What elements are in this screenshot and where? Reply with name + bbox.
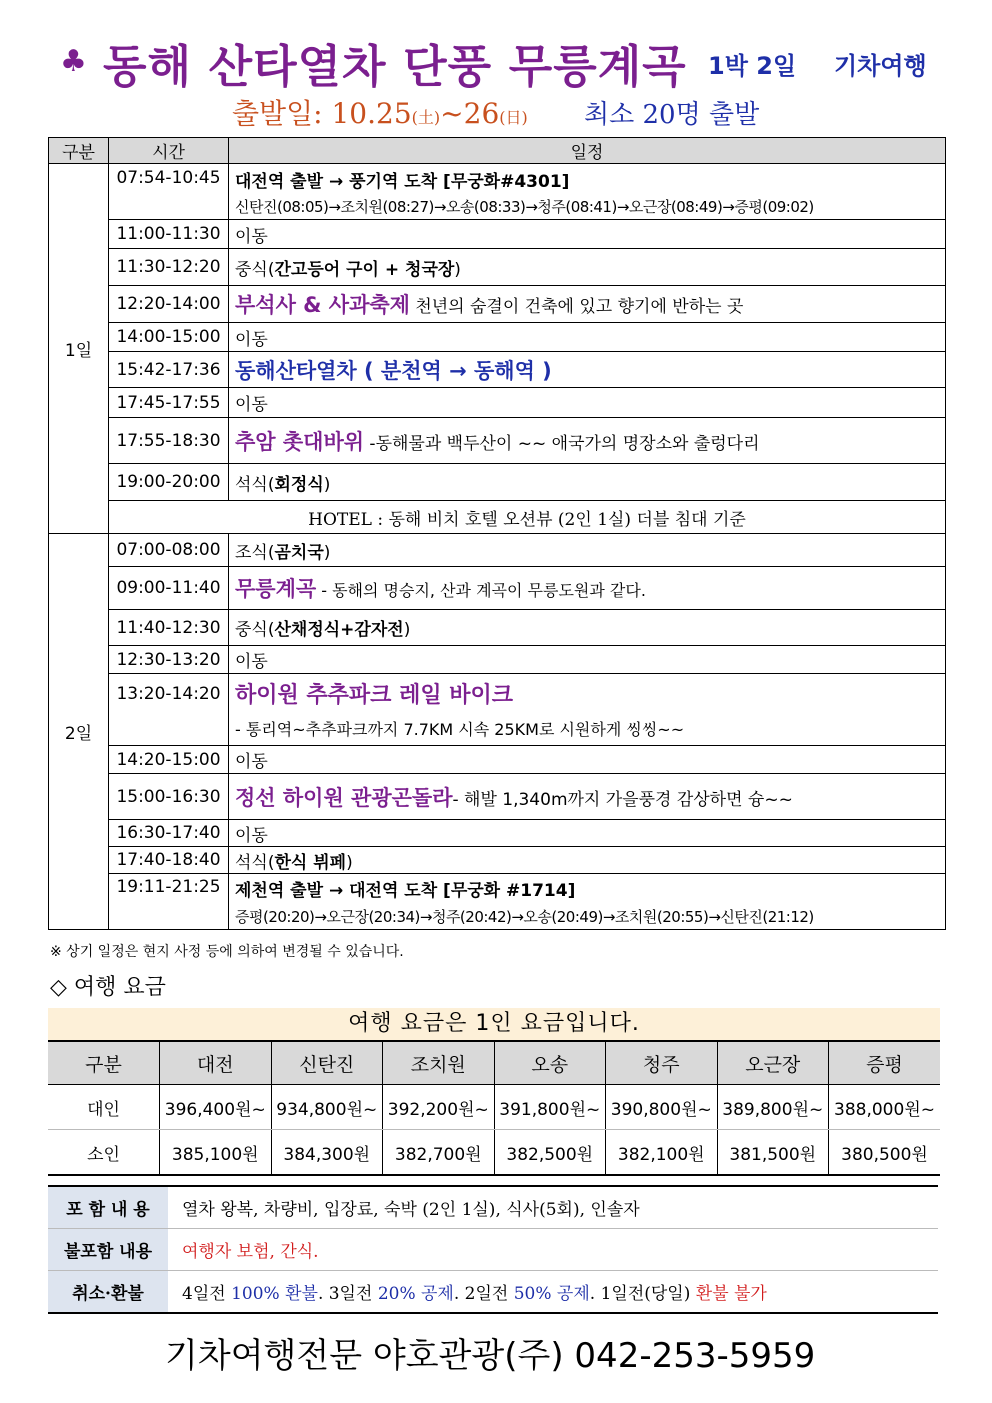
description-text: - 동해의 명승지, 산과 계곡이 무릉도원과 같다. xyxy=(316,581,646,600)
highlight-text: 정선 하이원 관광곤돌라 xyxy=(235,785,453,810)
time-cell: 15:00-16:30 xyxy=(109,774,229,820)
departure-label: 출발일: xyxy=(232,97,323,130)
schedule-header-row xyxy=(49,138,946,164)
meal-suffix: ) xyxy=(346,852,353,873)
cancel-policy: 20% 공제 xyxy=(377,1284,454,1304)
info-table xyxy=(48,1185,938,1314)
table-row xyxy=(49,610,946,646)
itinerary-cell: 이동 xyxy=(229,388,946,418)
meal-suffix: ) xyxy=(454,259,461,280)
highlight-text: 추암 촛대바위 xyxy=(235,429,365,454)
fee-col-station: 조치원 xyxy=(383,1041,495,1085)
fee-table xyxy=(48,1040,940,1176)
title-row xyxy=(0,28,992,93)
itinerary-cell: 이동 xyxy=(229,323,946,352)
fee-cell: 388,000원~ xyxy=(829,1085,941,1130)
fee-col-station: 청주 xyxy=(606,1041,718,1085)
table-row xyxy=(49,746,946,774)
table-row xyxy=(49,220,946,249)
time-cell: 16:30-17:40 xyxy=(109,820,229,847)
table-row xyxy=(49,286,946,323)
time-cell: 19:11-21:25 xyxy=(109,874,229,930)
itinerary-cell xyxy=(229,847,946,874)
departure-end: 26 xyxy=(463,97,500,130)
hotel-row xyxy=(49,501,946,534)
included-label: 포 함 내 용 xyxy=(48,1186,168,1229)
table-row xyxy=(49,164,946,220)
excluded-value: 여행자 보험, 간식. xyxy=(168,1229,938,1271)
fee-row-adult xyxy=(48,1085,940,1130)
fee-cell: 381,500원 xyxy=(717,1130,829,1176)
time-cell: 14:00-15:00 xyxy=(109,323,229,352)
fee-col-station: 증평 xyxy=(829,1041,941,1085)
col-itinerary: 일정 xyxy=(229,138,946,164)
itinerary-cell xyxy=(229,774,946,820)
fee-col-station: 오송 xyxy=(494,1041,606,1085)
itinerary-cell xyxy=(229,610,946,646)
meal-name: 회정식 xyxy=(274,474,324,495)
cancel-text: . 1일전(당일) xyxy=(589,1284,696,1304)
schedule-note: ※ 상기 일정은 현지 사정 등에 의하여 변경될 수 있습니다. xyxy=(50,944,404,960)
highlight-text: 무릉계곡 xyxy=(235,577,317,601)
departure-date xyxy=(232,92,528,132)
excluded-label: 불포함 내용 xyxy=(48,1229,168,1271)
trip-type: 기차여행 xyxy=(834,52,927,80)
itinerary-cell xyxy=(229,418,946,464)
meal-suffix: ) xyxy=(323,474,331,495)
fee-cell: 384,300원 xyxy=(271,1130,383,1176)
time-cell: 17:45-17:55 xyxy=(109,388,229,418)
cancel-text: . 2일전 xyxy=(453,1284,514,1304)
departure-end-day: (日) xyxy=(499,108,528,127)
fee-cell: 대인 xyxy=(48,1085,160,1130)
cancel-policy: 50% 공제 xyxy=(513,1284,590,1304)
time-cell: 13:20-14:20 xyxy=(109,674,229,746)
itinerary-cell xyxy=(229,286,946,323)
fee-col-station: 오근장 xyxy=(717,1041,829,1085)
col-time: 시간 xyxy=(109,138,229,164)
itinerary-sub: 신탄진(08:05)→조치원(08:27)→오송(08:33)→청주(08:41)→오근장(08:49)→증평(09:02) xyxy=(235,198,814,216)
time-cell: 19:00-20:00 xyxy=(109,464,229,501)
itinerary-cell xyxy=(229,674,946,746)
fee-banner: 여행 요금은 1인 요금입니다. xyxy=(48,1008,940,1040)
day1-label: 1일 xyxy=(49,164,109,534)
cancel-policy: 환불 불가 xyxy=(695,1284,767,1304)
meal-prefix: 석식( xyxy=(235,852,275,873)
table-row xyxy=(49,874,946,930)
meal-prefix: 조식( xyxy=(235,542,275,563)
fee-cell: 소인 xyxy=(48,1130,160,1176)
time-cell: 07:54-10:45 xyxy=(109,164,229,220)
time-cell: 17:55-18:30 xyxy=(109,418,229,464)
description-text: - 해발 1,340m까지 가을풍경 감상하면 슝~~ xyxy=(452,789,793,810)
meal-prefix: 중식( xyxy=(235,259,275,280)
fee-cell: 396,400원~ xyxy=(160,1085,272,1130)
fee-cell: 382,700원 xyxy=(383,1130,495,1176)
table-row xyxy=(49,674,946,746)
itinerary-cell xyxy=(229,567,946,610)
cancel-policy: 100% 환불 xyxy=(231,1284,318,1304)
fee-cell: 382,100원 xyxy=(606,1130,718,1176)
highlight-text: 부석사 & 사과축제 xyxy=(235,293,410,317)
included-row xyxy=(48,1186,938,1229)
time-cell: 07:00-08:00 xyxy=(109,534,229,567)
meal-name: 한식 뷔페 xyxy=(274,852,347,873)
club-icon: ♣ xyxy=(60,44,87,79)
itinerary-cell xyxy=(229,874,946,930)
table-row xyxy=(49,646,946,674)
fee-cell: 392,200원~ xyxy=(383,1085,495,1130)
itinerary-cell: 이동 xyxy=(229,746,946,774)
fee-header-row xyxy=(48,1041,940,1085)
table-row xyxy=(49,774,946,820)
fee-heading: ◇ 여행 요금 xyxy=(50,975,166,1000)
itinerary-sub: 증평(20:20)→오근장(20:34)→청주(20:42)→오송(20:49)→조치원(20:55)→신탄진(21:12) xyxy=(235,908,814,926)
itinerary-main: 제천역 출발 → 대전역 도착 [무궁화 #1714] xyxy=(235,881,576,901)
table-row xyxy=(49,820,946,847)
meal-name: 곰치국 xyxy=(274,542,324,563)
meal-prefix: 중식( xyxy=(235,620,275,640)
highlight-text: 하이원 추추파크 레일 바이크 xyxy=(235,683,514,708)
fee-cell: 390,800원~ xyxy=(606,1085,718,1130)
description-text: 천년의 숨결이 건축에 있고 향기에 반하는 곳 xyxy=(409,297,744,317)
table-row xyxy=(49,847,946,874)
itinerary-cell: 이동 xyxy=(229,220,946,249)
fee-cell: 382,500원 xyxy=(494,1130,606,1176)
cancel-value xyxy=(168,1271,938,1314)
table-row xyxy=(49,388,946,418)
description-text: -동해물과 백두산이 ~~ 애국가의 명장소와 출렁다리 xyxy=(364,433,760,454)
cancel-text: . 3일전 xyxy=(317,1284,378,1304)
time-cell: 09:00-11:40 xyxy=(109,567,229,610)
itinerary-cell xyxy=(229,534,946,567)
time-cell: 12:30-13:20 xyxy=(109,646,229,674)
excluded-row xyxy=(48,1229,938,1271)
fee-row-child xyxy=(48,1130,940,1176)
departure-start-day: (土) xyxy=(411,108,441,127)
hotel-info: HOTEL : 동해 비치 호텔 오션뷰 (2인 1실) 더블 침대 기준 xyxy=(109,501,946,534)
cancel-label: 취소·환불 xyxy=(48,1271,168,1314)
company-footer: 기차여행전문 야호관광(주) 042-253-5959 xyxy=(165,1336,816,1376)
fee-cell: 385,100원 xyxy=(160,1130,272,1176)
fee-col-category: 구분 xyxy=(48,1041,160,1085)
departure-tilde: ~ xyxy=(440,97,464,130)
departure-row xyxy=(0,92,992,132)
table-row xyxy=(49,534,946,567)
day2-label: 2일 xyxy=(49,534,109,930)
fee-col-station: 신탄진 xyxy=(271,1041,383,1085)
departure-start: 10.25 xyxy=(331,97,412,130)
time-cell: 14:20-15:00 xyxy=(109,746,229,774)
table-row xyxy=(49,249,946,286)
table-row xyxy=(49,567,946,610)
fee-cell: 380,500원 xyxy=(829,1130,941,1176)
fee-col-station: 대전 xyxy=(160,1041,272,1085)
meal-name: 간고등어 구이 + 청국장 xyxy=(274,259,455,280)
trip-duration: 1박 2일 xyxy=(708,52,797,80)
time-cell: 12:20-14:00 xyxy=(109,286,229,323)
time-cell: 11:40-12:30 xyxy=(109,610,229,646)
table-row xyxy=(49,464,946,501)
itinerary-cell xyxy=(229,249,946,286)
time-cell: 11:00-11:30 xyxy=(109,220,229,249)
time-cell: 15:42-17:36 xyxy=(109,352,229,388)
highlight-text: 동해산타열차 ( 분천역 → 동해역 ) xyxy=(235,358,552,383)
time-cell: 17:40-18:40 xyxy=(109,847,229,874)
table-row xyxy=(49,352,946,388)
itinerary-cell xyxy=(229,464,946,501)
fee-cell: 391,800원~ xyxy=(494,1085,606,1130)
itinerary-main: 대전역 출발 → 풍기역 도착 [무궁화#4301] xyxy=(235,172,570,192)
included-value: 열차 왕복, 차량비, 입장료, 숙박 (2인 1실), 식사(5회), 인솔자 xyxy=(168,1186,938,1229)
itinerary-cell: 이동 xyxy=(229,820,946,847)
col-category: 구분 xyxy=(49,138,109,164)
table-row xyxy=(49,323,946,352)
itinerary-cell xyxy=(229,164,946,220)
page-title: 동해 산타열차 단풍 무릉계곡 xyxy=(103,40,687,93)
cancel-text: 4일전 xyxy=(182,1284,232,1304)
itinerary-cell: 이동 xyxy=(229,646,946,674)
meal-suffix: ) xyxy=(403,620,411,640)
meal-suffix: ) xyxy=(323,542,331,563)
meal-name: 산채정식+감자전 xyxy=(274,620,404,640)
min-people: 최소 20명 출발 xyxy=(584,100,760,130)
table-row xyxy=(49,418,946,464)
fee-cell: 389,800원~ xyxy=(717,1085,829,1130)
schedule-table xyxy=(48,137,946,930)
itinerary-cell xyxy=(229,352,946,388)
cancel-row xyxy=(48,1271,938,1314)
description-text: - 통리역~추추파크까지 7.7KM 시속 25KM로 시원하게 씽씽~~ xyxy=(235,720,685,739)
meal-prefix: 석식( xyxy=(235,474,275,495)
time-cell: 11:30-12:20 xyxy=(109,249,229,286)
fee-cell: 934,800원~ xyxy=(271,1085,383,1130)
